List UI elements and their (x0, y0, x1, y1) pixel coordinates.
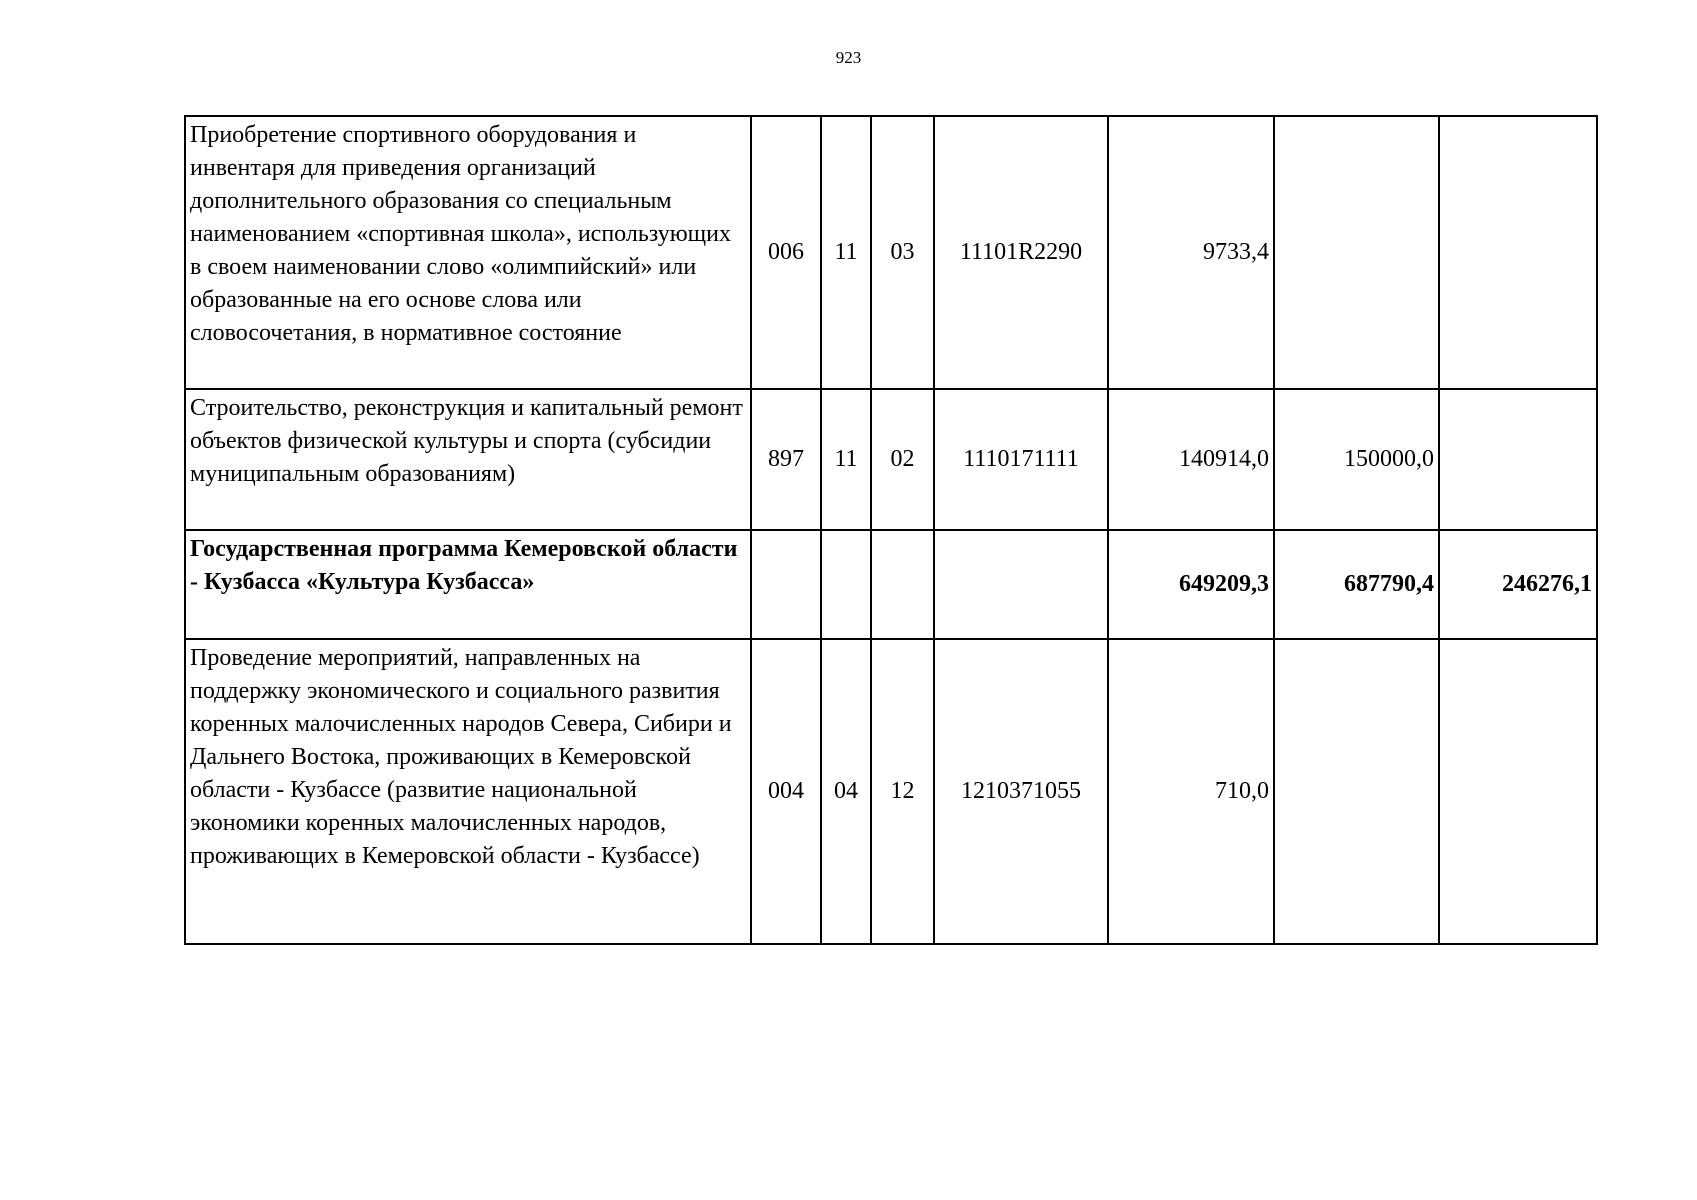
target-article-cell (934, 530, 1108, 639)
department-code-cell: 897 (751, 389, 821, 530)
department-code-cell: 004 (751, 639, 821, 944)
section-code-cell (821, 530, 871, 639)
department-code-cell (751, 530, 821, 639)
target-article-cell: 11101R2290 (934, 116, 1108, 389)
section-code-cell: 04 (821, 639, 871, 944)
amount-3-cell: 246276,1 (1439, 530, 1597, 639)
amount-2-cell (1274, 639, 1439, 944)
subsection-code-cell (871, 530, 934, 639)
page-number: 923 (835, 48, 862, 67)
subsection-code-cell: 12 (871, 639, 934, 944)
target-article-cell: 1110171111 (934, 389, 1108, 530)
expense-name-cell: Проведение мероприятий, направленных на поддержку экономического и социального развития коренных малочисленных народов Севера, Сибири и Дальнего Востока, проживающих в Кемеровской области - Кузбассе (развитие национальной экономики коренных малочисленных народов, проживающих в Кемеровской области - Кузбассе) (185, 639, 751, 944)
table-row (185, 639, 1597, 944)
amount-3-cell (1439, 639, 1597, 944)
amount-2-cell: 687790,4 (1274, 530, 1439, 639)
section-code-cell: 11 (821, 389, 871, 530)
amount-3-cell (1439, 389, 1597, 530)
budget-table (184, 115, 1598, 945)
table-row (185, 116, 1597, 389)
subsection-code-cell: 03 (871, 116, 934, 389)
section-code-cell: 11 (821, 116, 871, 389)
amount-3-cell (1439, 116, 1597, 389)
subsection-code-cell: 02 (871, 389, 934, 530)
amount-1-cell: 9733,4 (1108, 116, 1274, 389)
amount-1-cell: 140914,0 (1108, 389, 1274, 530)
target-article-cell: 1210371055 (934, 639, 1108, 944)
expense-name-cell: Приобретение спортивного оборудования и инвентаря для приведения организаций дополнительного образования со специальным наименованием «спортивная школа», использующих в своем наименовании слово «олимпийский» или образованные на его основе слова или словосочетания, в нормативное состояние (185, 116, 751, 389)
amount-1-cell: 649209,3 (1108, 530, 1274, 639)
table-row (185, 389, 1597, 530)
amount-2-cell: 150000,0 (1274, 389, 1439, 530)
department-code-cell: 006 (751, 116, 821, 389)
amount-1-cell: 710,0 (1108, 639, 1274, 944)
program-total-row (185, 530, 1597, 639)
amount-2-cell (1274, 116, 1439, 389)
expense-name-cell: Строительство, реконструкция и капитальный ремонт объектов физической культуры и спорта (субсидии муниципальным образованиям) (185, 389, 751, 530)
program-name-cell: Государственная программа Кемеровской области - Кузбасса «Культура Кузбасса» (185, 530, 751, 639)
